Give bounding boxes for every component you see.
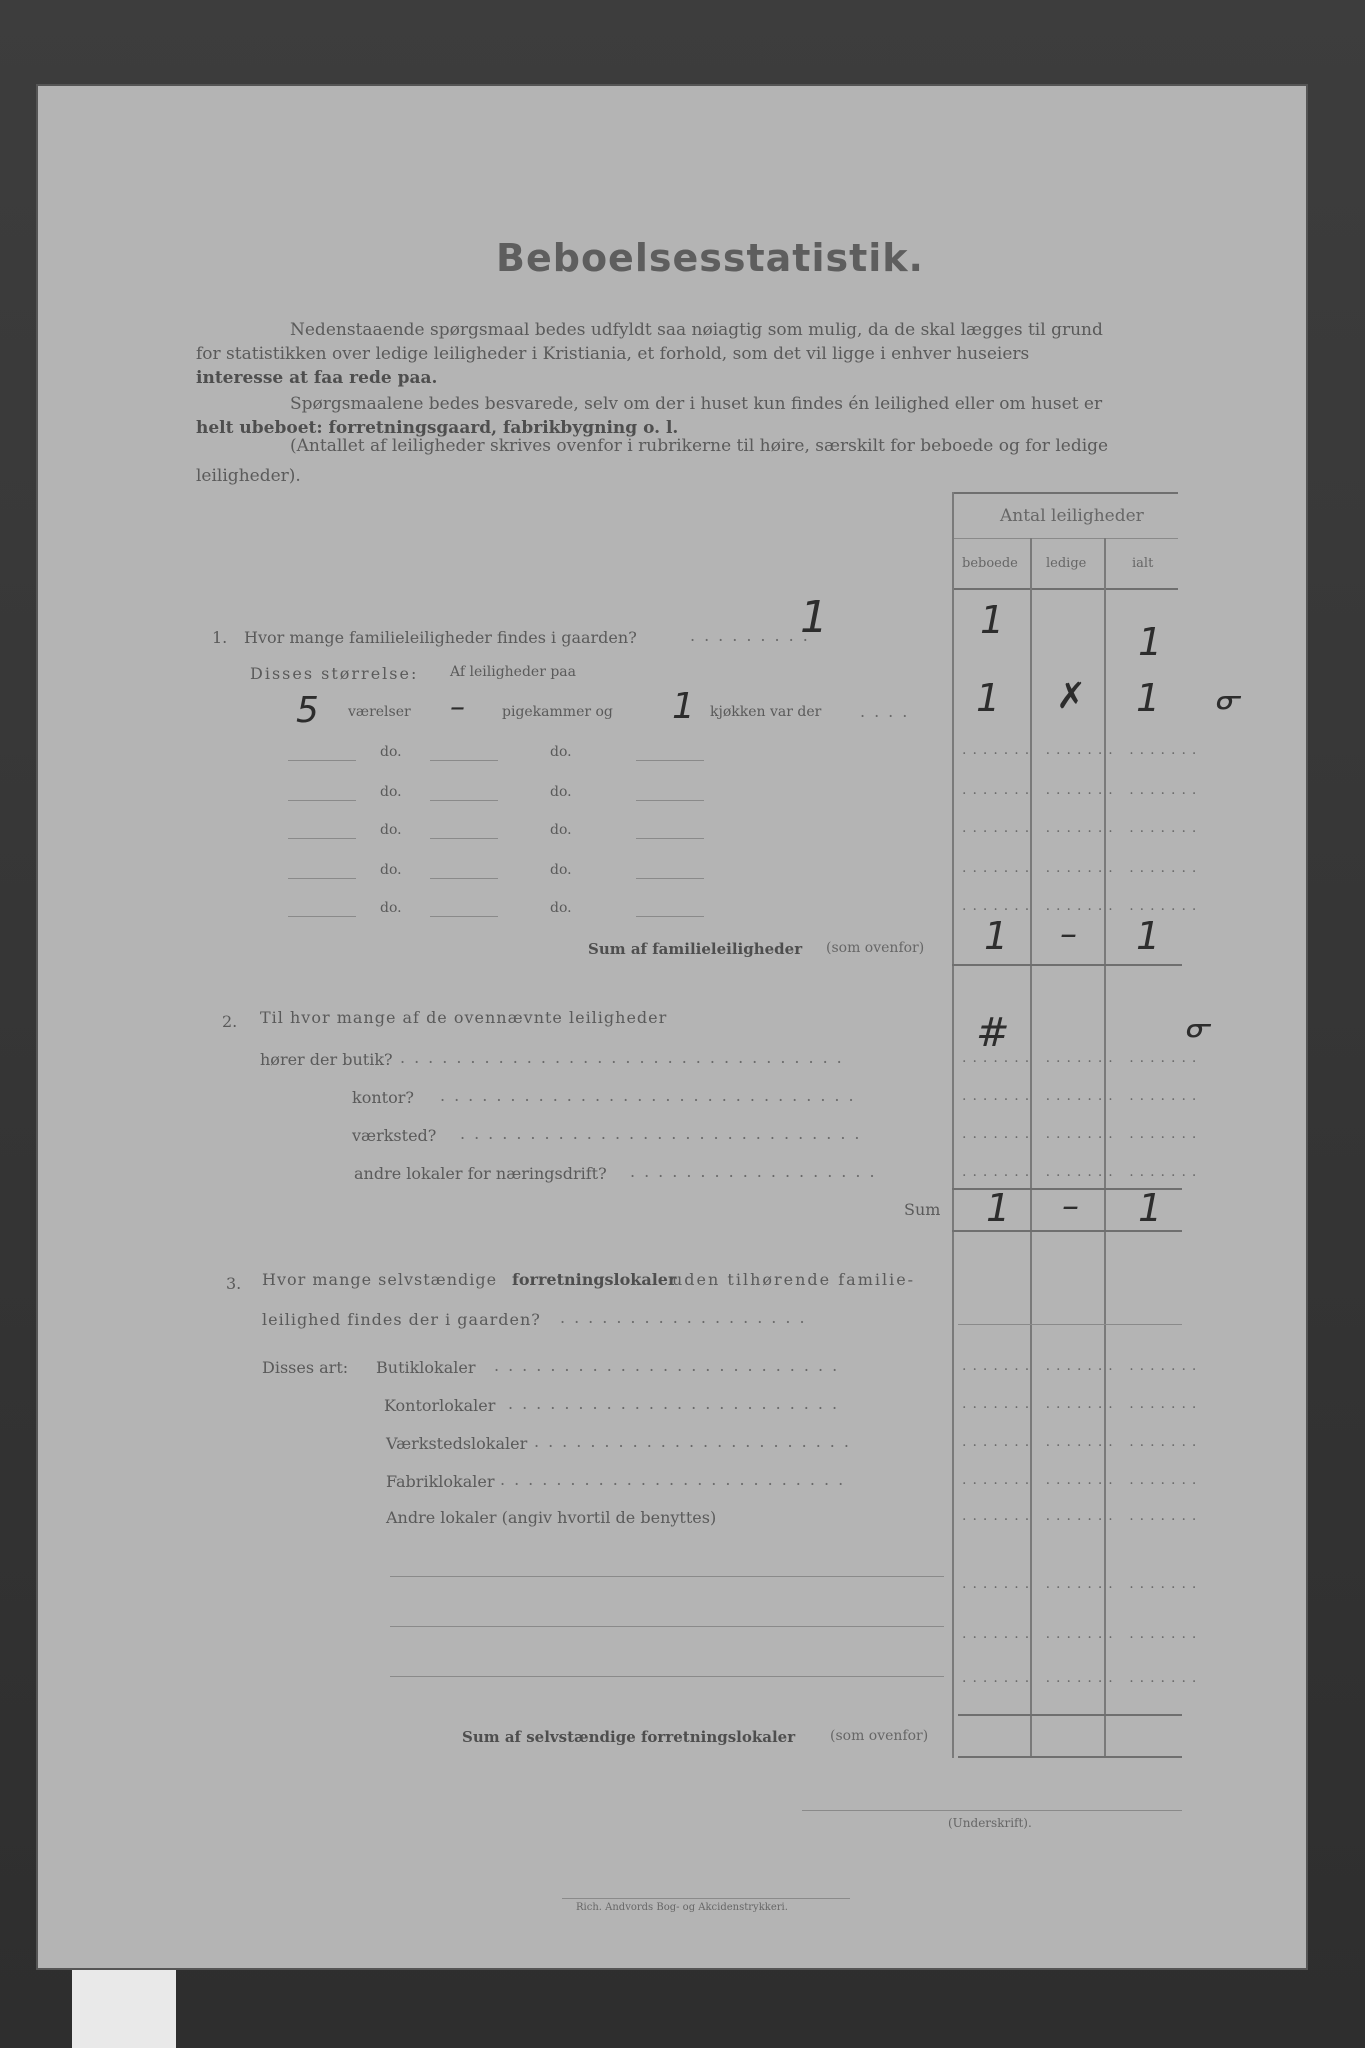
intro-line-2: for statistikken over ledige leiligheder i Kristiania, et forhold, som det vil ligge i enhver huseiers xyxy=(196,344,1030,364)
q3-dots-col: ....... ....... ....... xyxy=(962,1434,1203,1450)
q3-item-fabrik: Fabriklokaler xyxy=(386,1472,495,1491)
q3-item-dots: ......................... xyxy=(494,1356,847,1375)
q3-item-andre: Andre lokaler (angiv hvortil de benyttes) xyxy=(386,1508,717,1527)
q2-sum-label: Sum xyxy=(904,1200,941,1219)
printer-credit: Rich. Andvords Bog- og Akcidenstrykkeri. xyxy=(576,1902,788,1913)
q1-pigekammer-value: – xyxy=(450,690,465,725)
q3-item-dots: ........................ xyxy=(508,1394,847,1413)
do-row-4-b: do. xyxy=(550,862,572,878)
q3-item-dots: ......................... xyxy=(500,1470,853,1489)
do-blank-3c xyxy=(636,838,704,839)
q3-item-kontor: Kontorlokaler xyxy=(384,1396,496,1415)
q2-dots-col: ....... ....... ....... xyxy=(962,1088,1203,1104)
do-row-1-b: do. xyxy=(550,744,572,760)
q3-item-dots: ....................... xyxy=(534,1432,858,1451)
q1-ialt-value: 1 xyxy=(1138,620,1163,664)
do-blank-3b xyxy=(430,838,498,839)
q3-text-2: uden tilhørende familie- xyxy=(672,1270,916,1289)
table-col-divider-1 xyxy=(1030,538,1032,1758)
q1-kjokken-label: kjøkken var der xyxy=(710,704,822,720)
q1-row-ialt: 1 xyxy=(1136,676,1161,720)
q1-row-margin-mark: ᓂ xyxy=(1216,682,1242,717)
q2-item-dots: .............................. xyxy=(440,1086,863,1105)
col-header-ledige: ledige xyxy=(1046,556,1087,571)
do-dots-col: ....... ....... ....... xyxy=(962,742,1203,758)
q2-sum-bottom-rule xyxy=(952,1230,1182,1232)
q3-text-1: Hvor mange selvstændige xyxy=(262,1270,498,1289)
do-blank-4a xyxy=(288,878,356,879)
do-dots-col: ....... ....... ....... xyxy=(962,898,1203,914)
q3-art-label: Disses art: xyxy=(262,1358,349,1377)
do-blank-4b xyxy=(430,878,498,879)
q3-text-3: leilighed findes der i gaarden? xyxy=(262,1310,541,1329)
table-header-bottom-rule xyxy=(952,588,1178,590)
q3-dots-col: ....... ....... ....... xyxy=(962,1508,1203,1524)
do-blank-2a xyxy=(288,800,356,801)
q1-size-sub: Af leiligheder paa xyxy=(450,664,576,680)
q1-number: 1. xyxy=(212,628,228,647)
do-blank-2c xyxy=(636,800,704,801)
do-blank-1a xyxy=(288,760,356,761)
q3-dots-col: ....... ....... ....... xyxy=(962,1576,1203,1592)
table-col-divider-2 xyxy=(1104,538,1106,1758)
q3-blank-line-2 xyxy=(390,1626,944,1627)
do-blank-5a xyxy=(288,916,356,917)
do-row-5-a: do. xyxy=(380,900,402,916)
col-header-ialt: ialt xyxy=(1132,556,1154,571)
q1-row-ledige: ✗ xyxy=(1056,676,1087,717)
q3-sum-bottom-rule xyxy=(958,1756,1182,1758)
q1-sum-rule xyxy=(952,964,1182,966)
q1-sum-beboede: 1 xyxy=(984,914,1009,958)
intro-line-5: helt ubeboet: forretningsgaard, fabrikbygning o. l. xyxy=(196,418,679,438)
do-blank-2b xyxy=(430,800,498,801)
do-blank-4c xyxy=(636,878,704,879)
do-dots-col: ....... ....... ....... xyxy=(962,782,1203,798)
q2-item-kontor: kontor? xyxy=(352,1088,414,1107)
q3-dots-col: ....... ....... ....... xyxy=(962,1396,1203,1412)
printer-rule xyxy=(562,1898,850,1899)
signature-label: (Underskrift). xyxy=(948,1816,1032,1830)
q1-sum-paren: (som ovenfor) xyxy=(826,940,925,956)
intro-line-1: Nedenstaaende spørgsmaal bedes udfyldt saa nøiagtig som mulig, da de skal lægges til grund xyxy=(290,320,1103,340)
q2-text: Til hvor mange af de ovennævnte leiligheder xyxy=(260,1008,668,1027)
do-row-1-a: do. xyxy=(380,744,402,760)
do-blank-1c xyxy=(636,760,704,761)
scan-light-spot xyxy=(72,1970,176,2048)
intro-line-4: Spørgsmaalene bedes besvarede, selv om der i huset kun findes én leilighed eller om huset er xyxy=(290,394,1103,414)
signature-line xyxy=(802,1810,1182,1811)
q1-row-dots: .... xyxy=(860,702,917,721)
q3-dots-col: ....... ....... ....... xyxy=(962,1358,1203,1374)
q3-blank-line-1 xyxy=(390,1576,944,1577)
q3-answer-rule xyxy=(958,1324,1182,1325)
q2-item-vaerksted: værksted? xyxy=(352,1126,437,1145)
do-row-3-b: do. xyxy=(550,822,572,838)
q2-number: 2. xyxy=(222,1012,238,1031)
table-group-header: Antal leiligheder xyxy=(1000,506,1144,526)
q2-item-dots: ............................. xyxy=(460,1124,869,1143)
q1-vaerelser-label: værelser xyxy=(348,704,411,720)
do-row-4-a: do. xyxy=(380,862,402,878)
do-blank-5b xyxy=(430,916,498,917)
do-row-3-a: do. xyxy=(380,822,402,838)
do-dots-col: ....... ....... ....... xyxy=(962,820,1203,836)
q2-butik-mark: # xyxy=(976,1010,1010,1056)
intro-line-6: (Antallet af leiligheder skrives ovenfor i rubrikerne til høire, særskilt for beboede og for ledige xyxy=(290,436,1109,456)
q3-number: 3. xyxy=(226,1274,242,1293)
q2-item-dots: .................. xyxy=(630,1162,884,1181)
q1-leader-dots: ......... xyxy=(690,626,817,645)
do-row-5-b: do. xyxy=(550,900,572,916)
q1-row-beboede: 1 xyxy=(976,676,1001,720)
do-row-2-b: do. xyxy=(550,784,572,800)
col-header-beboede: beboede xyxy=(962,556,1018,571)
q3-dots-col: ....... ....... ....... xyxy=(962,1670,1203,1686)
do-blank-3a xyxy=(288,838,356,839)
q1-size-label: Disses størrelse: xyxy=(250,664,419,683)
q2-item-andre: andre lokaler for næringsdrift? xyxy=(354,1164,607,1183)
q3-sum-paren: (som ovenfor) xyxy=(830,1728,929,1744)
page-title: Beboelsesstatistik. xyxy=(496,236,924,280)
q1-vaerelser-value: 5 xyxy=(296,690,319,731)
table-header-rule xyxy=(952,538,1178,539)
do-dots-col: ....... ....... ....... xyxy=(962,860,1203,876)
table-top-rule xyxy=(952,492,1178,494)
q3-dots-col: ....... ....... ....... xyxy=(962,1472,1203,1488)
q3-blank-line-3 xyxy=(390,1676,944,1677)
q1-sum-label: Sum af familieleiligheder xyxy=(588,940,803,958)
q1-sum-ialt: 1 xyxy=(1136,914,1161,958)
q1-text: Hvor mange familieleiligheder findes i gaarden? xyxy=(244,628,637,647)
q2-item-butik: hører der butik? xyxy=(260,1050,393,1069)
q1-kjokken-value: 1 xyxy=(672,686,695,727)
q1-sum-ledige: – xyxy=(1060,914,1077,954)
q1-pigekammer-label: pigekammer og xyxy=(502,704,613,720)
q3-text-bold: forretningslokaler xyxy=(512,1270,677,1289)
intro-line-7: leiligheder). xyxy=(196,466,301,486)
q2-dots-col: ....... ....... ....... xyxy=(962,1164,1203,1180)
q2-sum-ledige: – xyxy=(1062,1186,1079,1226)
q3-item-vaerksted: Værkstedslokaler xyxy=(386,1434,528,1453)
do-blank-1b xyxy=(430,760,498,761)
intro-line-3: interesse at faa rede paa. xyxy=(196,368,438,388)
do-row-2-a: do. xyxy=(380,784,402,800)
q2-margin-mark: ᓂ xyxy=(1186,1010,1212,1045)
q1-beboede-value: 1 xyxy=(980,598,1005,642)
q3-dots-col: ....... ....... ....... xyxy=(962,1626,1203,1642)
q2-item-dots: ................................ xyxy=(400,1048,851,1067)
q3-sum-label: Sum af selvstændige forretningslokaler xyxy=(462,1728,796,1746)
q3-leader-dots: .................. xyxy=(560,1308,814,1327)
q1-answer-inline: 1 xyxy=(800,592,828,643)
q3-sum-top-rule xyxy=(958,1714,1182,1716)
q3-item-butik: Butiklokaler xyxy=(376,1358,476,1377)
table-left-border xyxy=(952,492,954,1758)
q2-sum-ialt: 1 xyxy=(1138,1186,1163,1230)
q2-dots-col: ....... ....... ....... xyxy=(962,1126,1203,1142)
do-blank-5c xyxy=(636,916,704,917)
q2-sum-beboede: 1 xyxy=(986,1186,1011,1230)
q2-dots-col: ....... ....... ....... xyxy=(962,1050,1203,1066)
